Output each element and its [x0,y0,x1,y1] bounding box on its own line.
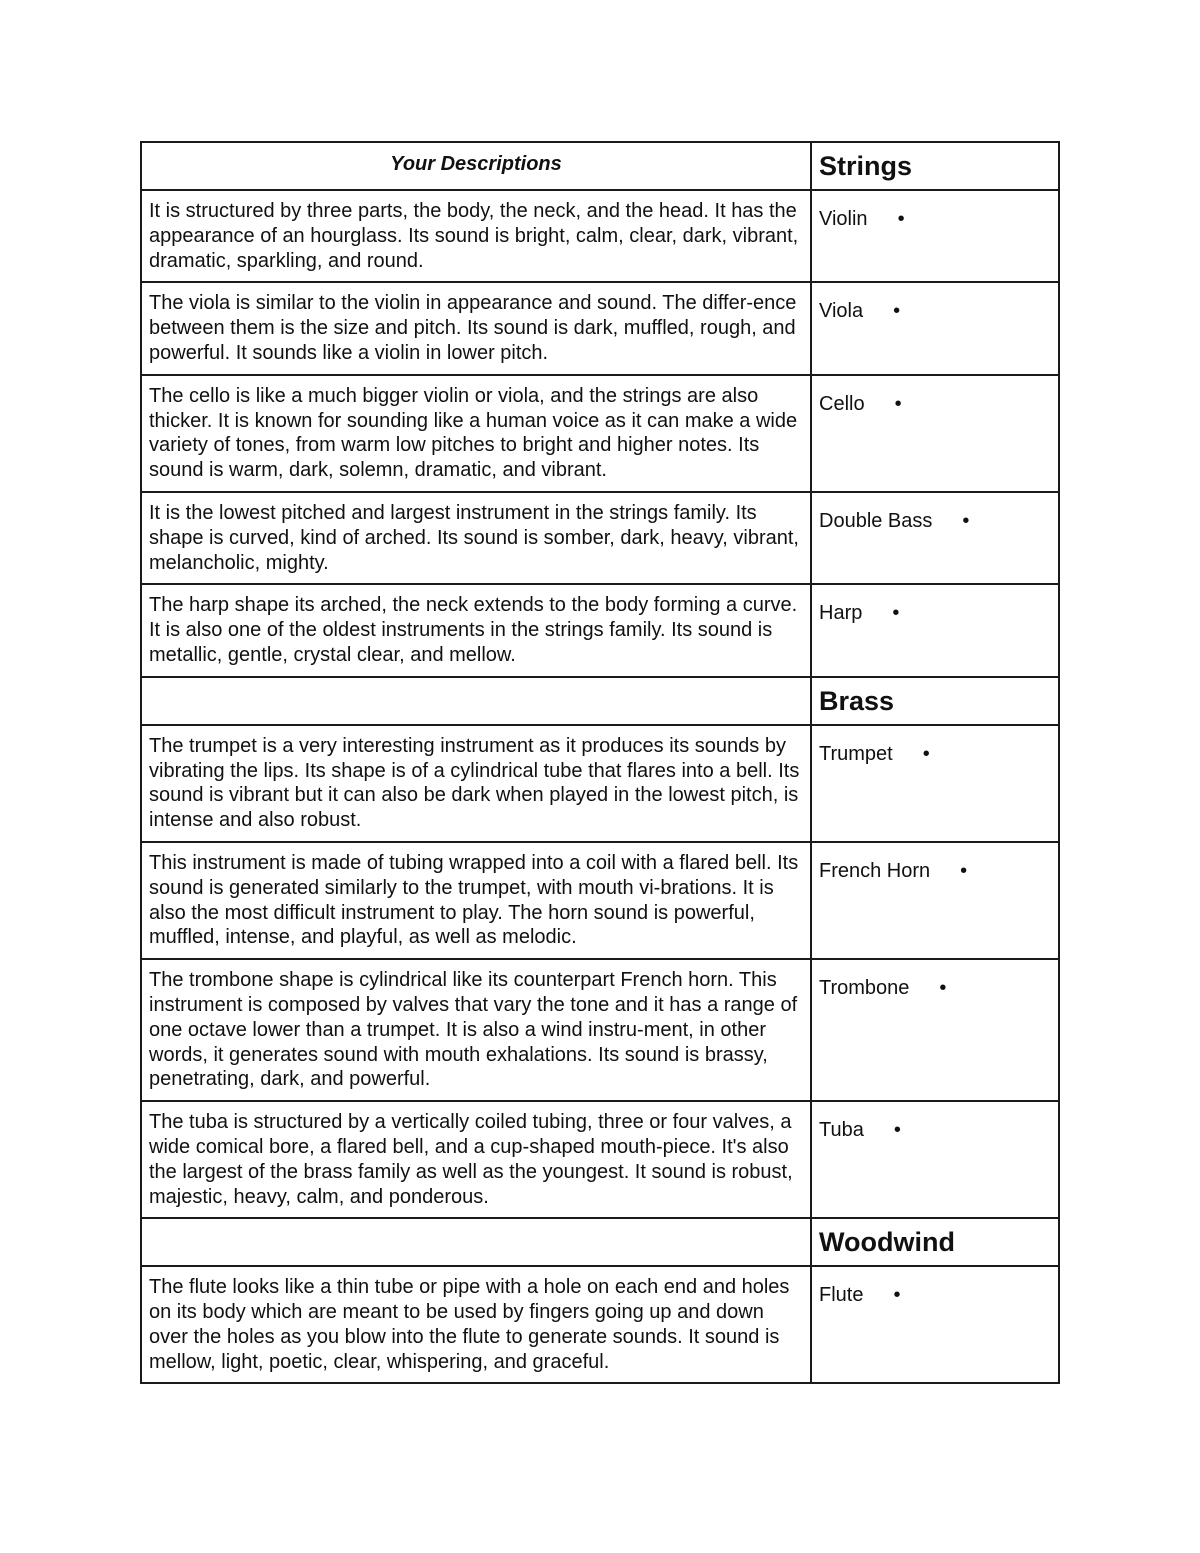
instrument-cell [811,1101,1059,1218]
instrument-cell [811,725,1059,842]
description-cell: The trombone shape is cylindrical like its counterpart French horn. This instrument is composed by valves that vary the tone and it has a range of one octave lower than a trumpet. It is also a wind instru-ment, in other words, it generates sound with mouth exhalations. Its sound is brassy, penetrating, dark, and powerful. [141,959,811,1101]
table-row [141,190,1059,282]
instrument-name: Trombone [819,977,910,1000]
description-cell: The cello is like a much bigger violin or viola, and the strings are also thicker. It is known for sounding like a human voice as it can make a wide variety of tones, from warm low pitches to bright and higher notes. Its sound is warm, dark, solemn, dramatic, and vibrant. [141,375,811,492]
instrument-name: Flute [819,1284,864,1307]
instrument-cell [811,190,1059,282]
instrument-cell [811,1266,1059,1383]
description-cell: The trumpet is a very interesting instrument as it produces its sounds by vibrating the lips. Its shape is of a cylindrical tube that flares into a bell. Its sound is vibrant but it can also be dark when played in the lowest pitch, is intense and also robust. [141,725,811,842]
instrument-name: Violin [819,208,868,230]
description-cell: The flute looks like a thin tube or pipe with a hole on each end and holes on its body which are meant to be used by fingers going up and down over the holes as you blow into the flute to generate sounds. It sound is mellow, light, poetic, clear, whispering, and graceful. [141,1266,811,1383]
table-row [141,1101,1059,1218]
bullet-icon: • [939,977,947,1000]
table-row [141,584,1059,676]
instrument-cell [811,842,1059,959]
table-row [141,842,1059,959]
bullet-icon: • [893,1119,901,1142]
bullet-icon: • [892,602,900,625]
description-cell: The tuba is structured by a vertically coiled tubing, three or four valves, a wide comical bore, a flared bell, and a cup-shaped mouth-piece. It's also the largest of the brass family as well as the youngest. It sound is robust, majestic, heavy, calm, and ponderous. [141,1101,811,1218]
bullet-icon: • [893,300,901,323]
table-row [141,282,1059,374]
table-row [141,375,1059,492]
table-row [141,1266,1059,1383]
family-heading-woodwind: Woodwind [811,1218,1059,1266]
instrument-name: French Horn [819,859,931,882]
family-heading-brass: Brass [811,677,1059,725]
family-row-brass [141,677,1059,725]
description-cell: The viola is similar to the violin in appearance and sound. The differ-ence between them is the size and pitch. Its sound is dark, muffled, rough, and powerful. It sounds like a violin in lower pitch. [141,282,811,374]
family-row-woodwind [141,1218,1059,1266]
table-row [141,492,1059,584]
bullet-icon: • [962,509,970,532]
table-row [141,959,1059,1101]
table-row [141,725,1059,842]
blank-cell [141,1218,811,1266]
instrument-name: Double Bass [819,509,933,532]
instrument-cell [811,492,1059,584]
blank-cell [141,677,811,725]
instrument-cell [811,584,1059,676]
instrument-name: Harp [819,602,863,625]
family-heading-strings: Strings [811,142,1059,190]
family-row-strings [141,142,1059,190]
instrument-name: Trumpet [819,742,893,765]
bullet-icon: • [897,208,905,230]
instrument-name: Viola [819,300,864,323]
description-cell: It is structured by three parts, the body, the neck, and the head. It has the appearance of an hourglass. Its sound is bright, calm, clear, dark, vibrant, dramatic, sparkling, and round. [141,190,811,282]
instrument-description-table [140,141,1060,1384]
instrument-cell [811,959,1059,1101]
descriptions-header: Your Descriptions [141,142,811,190]
description-cell: It is the lowest pitched and largest instrument in the strings family. Its shape is curved, kind of arched. Its sound is somber, dark, heavy, vibrant, melancholic, mighty. [141,492,811,584]
bullet-icon: • [922,742,930,765]
instrument-cell [811,375,1059,492]
table-body [141,142,1059,1383]
description-cell: This instrument is made of tubing wrapped into a coil with a flared bell. Its sound is generated similarly to the trumpet, with mouth vi-brations. It is also the most difficult instrument to play. The horn sound is powerful, muffled, intense, and playful, as well as melodic. [141,842,811,959]
instrument-name: Cello [819,392,865,415]
bullet-icon: • [893,1284,901,1307]
bullet-icon: • [960,859,968,882]
description-cell: The harp shape its arched, the neck extends to the body forming a curve. It is also one of the oldest instruments in the strings family. Its sound is metallic, gentle, crystal clear, and mellow. [141,584,811,676]
bullet-icon: • [894,392,902,415]
instrument-cell [811,282,1059,374]
instrument-name: Tuba [819,1119,864,1142]
